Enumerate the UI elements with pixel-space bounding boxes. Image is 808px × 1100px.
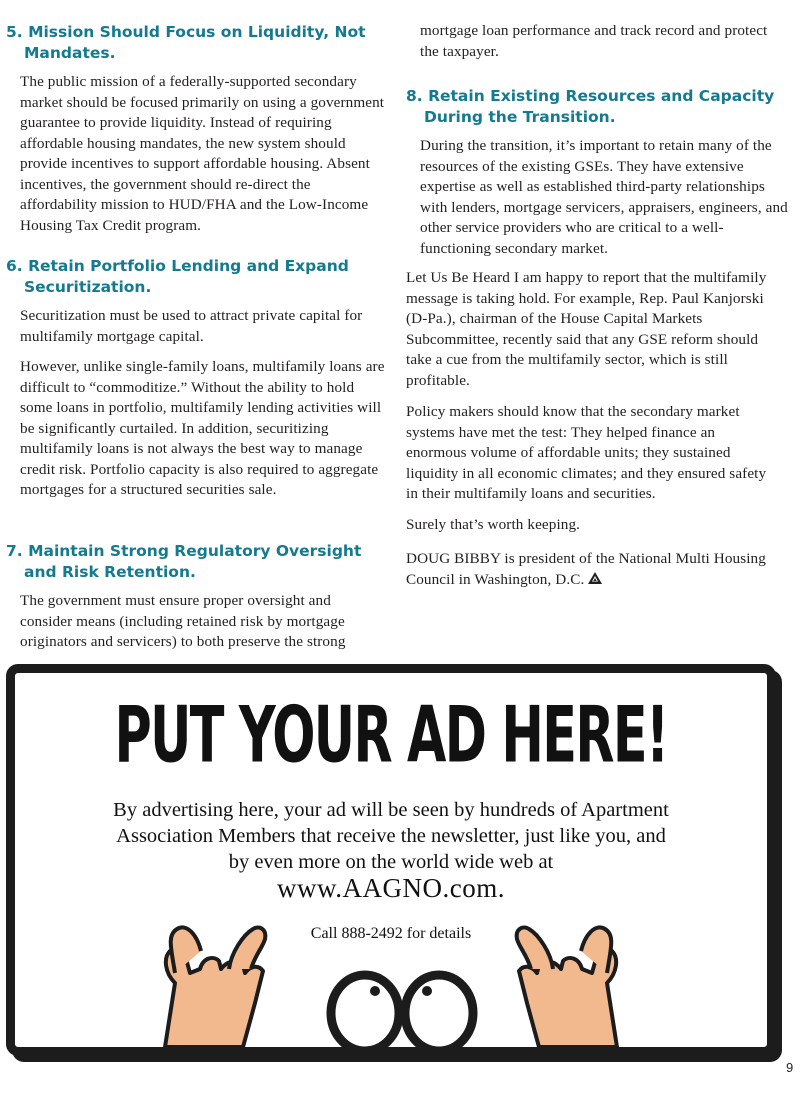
author-bio-paragraph bbox=[406, 549, 781, 590]
ad-body-line-3: by even more on the world wide web at bbox=[228, 851, 554, 873]
surely-paragraph: Surely that’s worth keeping. bbox=[406, 516, 581, 533]
section-6 bbox=[6, 256, 386, 501]
ad-body-line-1: By advertising here, your ad will be seen by hundreds of Apartment bbox=[113, 799, 669, 821]
googly-eyes-icon bbox=[331, 975, 473, 1047]
policy-makers-paragraph: Policy makers should know that the secondary market systems have met the test: They helped finance an enormous volume of affordable units; they sustained liquidity in all economic climates; and they ensured safety in their multifamily loans and securities. bbox=[406, 403, 767, 502]
advertisement-box bbox=[6, 664, 776, 1056]
ad-body-line-2: Association Members that receive the newsletter, just like you, and bbox=[116, 825, 666, 847]
section-6-paragraph-2: However, unlike single-family loans, multifamily loans are difficult to “commoditize.” Without the ability to hold some loans in portfolio, multifamily lending activities will be significantly curtailed. In addition, securitizing multifamily loans is not always the best way to manage credit risk. Portfolio capacity is also required to aggregate mortgages for a structured securities sale. bbox=[20, 358, 385, 498]
end-mark-icon bbox=[588, 572, 602, 584]
section-6-heading: 6. Retain Portfolio Lending and Expand Securitization. bbox=[6, 257, 349, 296]
section-7 bbox=[6, 541, 386, 653]
section-8-heading: 8. Retain Existing Resources and Capacity During the Transition. bbox=[406, 87, 775, 126]
let-us-be-heard-paragraph: Let Us Be Heard I am happy to report that the multifamily message is taking hold. For example, Rep. Paul Kanjorski (D-Pa.), chairman of the House Capital Markets Subcommittee, recently said that any GSE reform should take a cue from the multifamily sector, which is still profitable. bbox=[406, 269, 767, 389]
section-7-heading: 7. Maintain Strong Regulatory Oversight and Risk Retention. bbox=[6, 542, 362, 581]
continuation-paragraph: mortgage loan performance and track record and protect the taxpayer. bbox=[420, 22, 768, 60]
section-5-paragraph: The public mission of a federally-supported secondary market should be focused primarily on using a government guarantee to provide liquidity. Instead of requiring affordable housing mandates, the new system should provide incentives to support affordable housing. Absent incentives, the government should re-direct the affordability mission to HUD/FHA and the Low-Income Housing Tax Credit program. bbox=[20, 73, 385, 234]
section-6-paragraph-1: Securitization must be used to attract private capital for multifamily mortgage capital. bbox=[20, 307, 363, 345]
left-hand-icon bbox=[165, 927, 265, 1047]
section-8 bbox=[406, 86, 788, 259]
ad-headline: PUT YOUR AD HERE! bbox=[114, 689, 668, 781]
right-hand-icon bbox=[517, 927, 617, 1047]
section-5 bbox=[6, 22, 386, 236]
ad-website-link[interactable]: www.AAGNO.com. bbox=[277, 873, 505, 903]
author-bio-text: DOUG BIBBY is president of the National Multi Housing Council in Washington, D.C. bbox=[406, 550, 766, 588]
peeking-cartoon-illustration bbox=[15, 673, 767, 1047]
page-number: 9 bbox=[786, 1060, 794, 1075]
ad-call-text: Call 888-2492 for details bbox=[310, 925, 472, 942]
section-5-heading: 5. Mission Should Focus on Liquidity, Not Mandates. bbox=[6, 23, 366, 62]
section-7-paragraph: The government must ensure proper oversight and consider means (including retained risk by mortgage originators and servicers) to both preserve the strong bbox=[20, 592, 346, 650]
section-8-paragraph: During the transition, it’s important to retain many of the resources of the existing GSEs. They have extensive expertise as well as established third-party relationships with lenders, mortgage servicers, appraisers, engineers, and other service providers who are critical to a well-functioning secondary market. bbox=[420, 137, 788, 257]
